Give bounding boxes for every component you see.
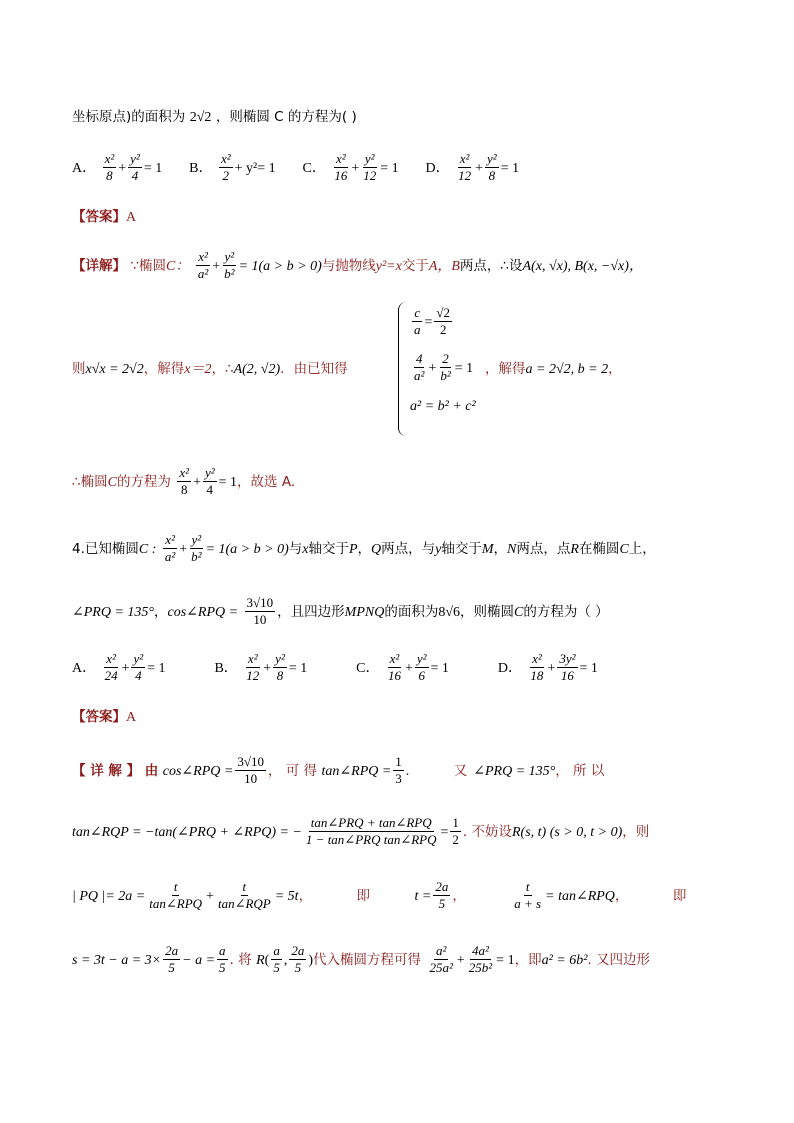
option-c-label: C． <box>302 160 326 176</box>
detail-line-3: ∴椭圆C的方程为 $\frac{\text{x²}}{8}$ + $\frac{\text{y²}}{4}$ = 1，故选 A. <box>72 465 296 498</box>
detail-line-2: 则x√x = 2√2，解得x＝2，∴A(2, √2)．由已知得 <box>72 361 348 377</box>
q4-answer-line: 【答案】A <box>72 709 137 725</box>
answer-label: 【答案】 <box>72 209 126 225</box>
option-c-label: C． <box>356 660 380 676</box>
q4-stem-line-2: ∠PRQ = 135°，cos∠RPQ = $\frac{3√10}{10}$ ，且四边形MPNQ的面积为8√6，则椭圆C的方程为（ ） <box>72 595 609 628</box>
q4-detail-line-4: s = 3t − a = 3× $\frac{2a}{5}$ − a = $\frac{a}{5}$ . 将 R( $\frac{a}{5}$ , $\frac{2a}{5}$ )代入椭圆方程可得 $\frac{\text{a²}}{\text{25a²}}$ + $\frac{\text{4a²}}{\text{25b²}}$ = 1，即a² = 6b². 又四边形 <box>72 943 651 976</box>
option-b-label: B． <box>214 660 238 676</box>
stem-text: 坐标原点)的面积为 <box>72 109 186 125</box>
question-stem-continued <box>72 110 357 125</box>
fraction: $\frac{\text{y²}}{8}$ <box>487 151 497 184</box>
fraction: $\frac{\text{x²}}{16}$ <box>334 151 348 184</box>
fraction: $\frac{\text{y²}}{4}$ <box>130 151 140 184</box>
area-value: 2√2 <box>189 110 212 125</box>
answer-value: A <box>126 210 137 225</box>
detail-line-2-result: ，解得a = 2√2, b = 2， <box>485 361 622 377</box>
option-b-label: B． <box>189 160 213 176</box>
stem-text-end: ，则椭圆 C 的方程为( ) <box>215 109 357 125</box>
detail-label: 【详解】 <box>72 257 126 274</box>
option-d-label: D． <box>425 160 450 176</box>
q4-detail-line-2: tan∠RQP = −tan(∠PRQ + ∠RPQ) = − $\frac{\text{tan∠PRQ + tan∠RPQ}}{\text{1 − tan∠PRQ tan∠RPQ}}$ = $\frac{1}{2}$ . 不妨设R(s, t) (s > 0, t > 0)，则 <box>72 815 650 848</box>
option-d-label: D． <box>497 660 522 676</box>
fraction: $\frac{\text{y²}}{12}$ <box>363 151 377 184</box>
options-row: A． $\frac{\text{x²}}{8}$ + $\frac{\text{y²}}{4}$ = 1 B． $\frac{\text{x²}}{2}$ + y²= 1 C． $\frac{\text{x²}}{16}$ + $\frac{\text{y²}}{12}$ = 1 D． $\frac{\text{x²}}{12}$ + $\frac{\text{y²}}{8}$ = 1 <box>72 151 520 184</box>
answer-line <box>72 210 136 225</box>
q4-options-row: A． $\frac{\text{x²}}{24}$ + $\frac{\text{y²}}{4}$ = 1 B． $\frac{\text{x²}}{12}$ + $\frac{\text{y²}}{8}$ = 1 C． $\frac{\text{x²}}{16}$ + $\frac{\text{y²}}{6}$ = 1 D． $\frac{\text{x²}}{18}$ + $\frac{\text{3y²}}{16}$ = 1 <box>72 651 598 684</box>
fraction: $\frac{\text{x²}}{12}$ <box>458 151 472 184</box>
option-a-label: A． <box>72 160 97 176</box>
fraction: $\frac{\text{x²}}{2}$ <box>220 151 231 184</box>
option-a-label: A． <box>72 660 97 676</box>
fraction: $\frac{\text{y²}}{\text{b²}}$ <box>224 249 235 282</box>
detail-line-1: 【详解】 ∵椭圆C： $\frac{\text{x²}}{\text{a²}}$ + $\frac{\text{y²}}{\text{b²}}$ = 1(a > b > 0)与抛物线y²=x交于A，B两点，∴设A(x, √x), B(x, −√x)， <box>72 249 643 282</box>
fraction: $\frac{\text{x²}}{8}$ <box>104 151 115 184</box>
system-row-2: $\frac{4}{\text{a²}}$ + $\frac{2}{\text{b²}}$ = 1 <box>414 351 474 384</box>
q4-stem-line-1: 4.已知椭圆C : $\frac{\text{x²}}{\text{a²}}$ + $\frac{\text{y²}}{\text{b²}}$ = 1(a > b > 0)与x轴交于P，Q两点，与y轴交于M，N两点，点R在椭圆C上， <box>72 532 656 565</box>
system-row-1: $\frac{c}{a}$ = $\frac{√2}{2}$ <box>414 305 451 338</box>
q4-detail-line-3: | PQ |= 2a = $\frac{t}{\text{tan∠RPQ}}$ + $\frac{t}{\text{tan∠RQP}}$ = 5t， 即 t = $\frac{2a}{5}$ ， $\frac{t}{a + s}$ = tan∠RPQ， 即 <box>72 879 687 912</box>
q4-detail-line-1: 【 详 解 】 由 cos∠RPQ = $\frac{3√10}{10}$ ， 可 得 tan∠RPQ = $\frac{1}{3}$ . 又 ∠PRQ = 135°， 所 以 <box>72 754 605 787</box>
fraction: $\frac{\text{x²}}{\text{a²}}$ <box>197 249 209 282</box>
system-row-3: a² = b² + c² <box>410 399 476 414</box>
equation-system-brace <box>398 302 409 436</box>
